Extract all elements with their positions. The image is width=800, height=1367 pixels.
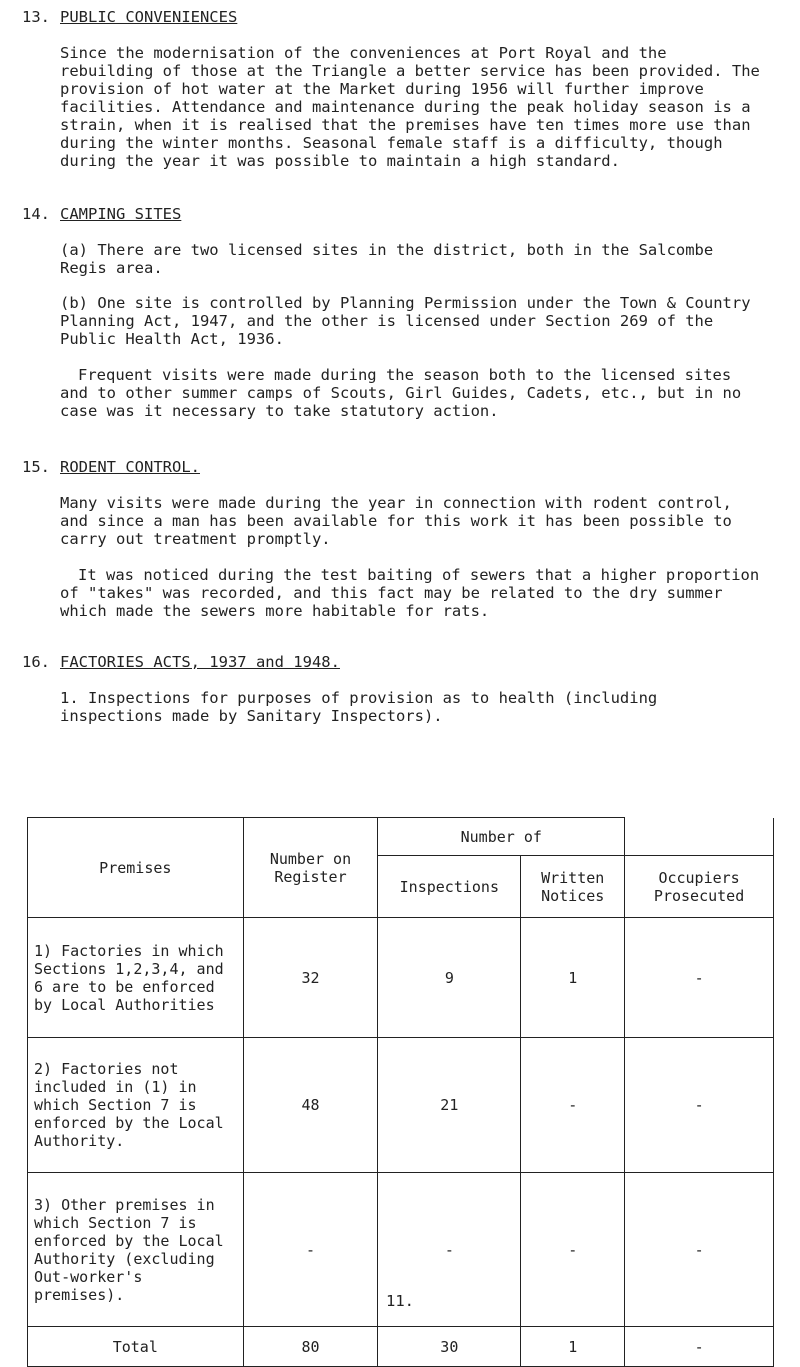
section-number: 14.: [22, 205, 50, 223]
table-row: [28, 918, 774, 1038]
factories-inspection-table: [27, 817, 774, 1367]
page-number: 11.: [386, 1292, 414, 1310]
section-15-paragraph-1: Many visits were made during the year in connection with rodent control, and since a man has been available for this work it has been possible to carry out treatment promptly.: [60, 494, 732, 548]
table-total-row: [28, 1327, 774, 1367]
section-14-paragraph-c: Frequent visits were made during the season both to the licensed sites and to other summer camps of Scouts, Girl Guides, Cadets, etc., but in no case was it necessary to take statutory action.: [60, 366, 742, 420]
cell-inspections: -: [378, 1173, 521, 1327]
section-16-heading: [22, 653, 340, 671]
row-label: 1) Factories in which Sections 1,2,3,4, and 6 are to be enforced by Local Authorities: [28, 918, 244, 1038]
cell-prosecuted: -: [625, 918, 774, 1038]
total-register: 80: [243, 1327, 378, 1367]
row-label: 2) Factories not included in (1) in which Section 7 is enforced by the Local Authority.: [28, 1038, 244, 1173]
row-label: 3) Other premises in which Section 7 is enforced by the Local Authority (excluding Out-worker's premises).: [28, 1173, 244, 1327]
section-title: PUBLIC CONVENIENCES: [60, 8, 238, 26]
total-label: Total: [28, 1327, 244, 1367]
section-number: 13.: [22, 8, 50, 26]
header-number-of: Number of: [378, 818, 625, 856]
cell-notices: -: [521, 1173, 625, 1327]
section-number: 15.: [22, 458, 50, 476]
table-row: [28, 1038, 774, 1173]
cell-notices: 1: [521, 918, 625, 1038]
section-15-heading: [22, 458, 200, 476]
header-number-on-register: Number on Register: [243, 818, 378, 918]
section-number: 16.: [22, 653, 50, 671]
total-inspections: 30: [378, 1327, 521, 1367]
cell-inspections: 21: [378, 1038, 521, 1173]
section-13-paragraph: Since the modernisation of the conveniences at Port Royal and the rebuilding of those at the Triangle a better service has been provided. The provision of hot water at the Market during 1956 will further improve facilities. Attendance and maintenance during the peak holiday season is a strain, when it is realised that the premises have ten times more use than during the winter months. Seasonal female staff is a difficulty, though during the year it was possible to maintain a high standard.: [60, 44, 760, 170]
header-premises: Premises: [28, 818, 244, 918]
cell-inspections: 9: [378, 918, 521, 1038]
cell-prosecuted: -: [625, 1173, 774, 1327]
header-inspections: Inspections: [378, 856, 521, 918]
section-14-heading: [22, 205, 181, 223]
cell-notices: -: [521, 1038, 625, 1173]
section-title: CAMPING SITES: [60, 205, 182, 223]
section-14-paragraph-b: (b) One site is controlled by Planning Permission under the Town & Country Planning Act, 1947, and the other is licensed under Section 269 of the Public Health Act, 1936.: [60, 294, 751, 348]
header-written-notices: Written Notices: [521, 856, 625, 918]
section-16-intro: 1. Inspections for purposes of provision as to health (including inspections made by Sanitary Inspectors).: [60, 689, 658, 725]
section-14-paragraph-a: (a) There are two licensed sites in the district, both in the Salcombe Regis area.: [60, 241, 714, 277]
total-prosecuted: -: [625, 1327, 774, 1367]
cell-register: 48: [243, 1038, 378, 1173]
section-title: RODENT CONTROL.: [60, 458, 200, 476]
section-15-paragraph-2: It was noticed during the test baiting of sewers that a higher proportion of "takes" was recorded, and this fact may be related to the dry summer which made the sewers more habitable for rats.: [60, 566, 760, 620]
cell-register: 32: [243, 918, 378, 1038]
header-occupiers-prosecuted: Occupiers Prosecuted: [625, 856, 774, 918]
section-13-heading: [22, 8, 237, 26]
section-title: FACTORIES ACTS, 1937 and 1948.: [60, 653, 340, 671]
header-blank: [625, 818, 774, 856]
cell-prosecuted: -: [625, 1038, 774, 1173]
cell-register: -: [243, 1173, 378, 1327]
total-notices: 1: [521, 1327, 625, 1367]
